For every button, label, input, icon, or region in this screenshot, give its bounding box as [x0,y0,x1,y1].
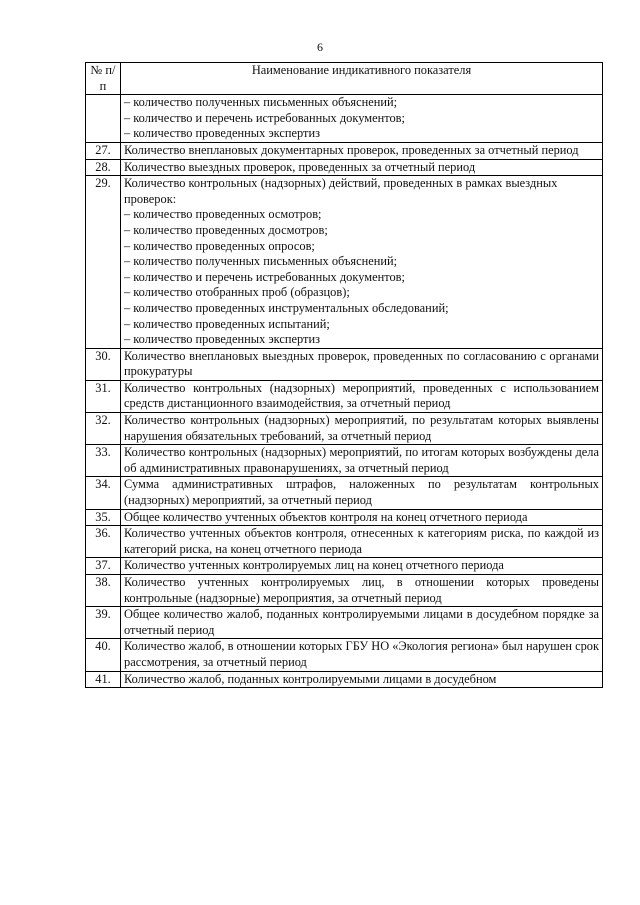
row-number: 36. [86,526,121,558]
row-indicator-text [121,95,603,143]
row-indicator-text [121,159,603,176]
indicator-subitem: – количество проведенных осмотров; [124,207,322,222]
indicator-subitem: – количество отобранных проб (образцов); [124,285,350,300]
indicator-subitem: – количество и перечень истребованных документов; [124,110,405,125]
indicator-description: Количество учтенных объектов контроля, отнесенных к категориям риска, по каждой из категорий риска, на конец отчетного периода [124,526,599,556]
table-body [86,95,603,688]
row-number: 33. [86,445,121,477]
header-number: № п/п [86,63,121,95]
header-indicator-name: Наименование индикативного показателя [121,63,603,95]
indicator-description: Количество учтенных контролируемых лиц на конец отчетного периода [124,558,504,573]
indicator-subitem: – количество и перечень истребованных документов; [124,269,405,284]
indicator-description: Общее количество жалоб, поданных контролируемыми лицами в досудебном порядке за отчетный период [124,607,599,637]
row-indicator-text [121,671,603,688]
indicator-description: Количество контрольных (надзорных) мероприятий, по результатам которых выявлены нарушения обязательных требований, за отчетный период [124,413,599,443]
row-indicator-text [121,477,603,509]
row-number: 39. [86,607,121,639]
indicator-description: Количество внеплановых выездных проверок, проведенных по согласованию с органами прокуратуры [124,348,599,379]
row-number: 37. [86,558,121,575]
row-indicator-text [121,558,603,575]
indicator-description: Количество контрольных (надзорных) мероприятий, по итогам которых возбуждены дела об административных правонарушениях, за отчетный период [124,445,599,475]
indicator-subitem: – количество проведенных экспертиз [124,332,320,347]
table-row [86,380,603,412]
table-row [86,413,603,445]
row-number: 28. [86,159,121,176]
table-row [86,95,603,143]
table-header-row [86,63,603,95]
row-indicator-text [121,445,603,477]
row-number: 31. [86,380,121,412]
row-number: 27. [86,142,121,159]
row-number: 35. [86,509,121,526]
table-row [86,607,603,639]
table-row [86,509,603,526]
indicator-description: Количество контрольных (надзорных) мероприятий, проведенных с использованием средств дистанционного взаимодействия, за отчетный период [124,380,599,411]
indicator-subitem: – количество полученных письменных объяснений; [124,95,398,110]
table-row [86,671,603,688]
row-number: 30. [86,348,121,380]
indicator-subitem: – количество проведенных экспертиз [124,126,320,141]
table-row [86,477,603,509]
table-row [86,445,603,477]
row-indicator-text [121,380,603,412]
table-row [86,142,603,159]
indicator-subitem: – количество проведенных досмотров; [124,222,328,237]
table-row [86,558,603,575]
indicator-subitem: – количество проведенных испытаний; [124,316,330,331]
indicator-description: Количество жалоб, в отношении которых ГБУ НО «Экология региона» был нарушен срок рассмотрения, за отчетный период [124,639,599,669]
row-indicator-text [121,142,603,159]
indicator-description: Количество выездных проверок, проведенных за отчетный период [124,159,476,174]
row-indicator-text [121,509,603,526]
indicators-table [85,62,603,688]
row-number: 40. [86,639,121,671]
indicator-subitem: – количество проведенных инструментальных обследований; [124,300,449,315]
indicator-subitem: – количество проведенных опросов; [124,238,315,253]
row-number: 32. [86,413,121,445]
indicator-description: Количество учтенных контролируемых лиц, в отношении которых проведены контрольные (надзорные) мероприятия, за отчетный период [124,575,599,605]
row-indicator-text [121,176,603,349]
row-indicator-text [121,348,603,380]
row-indicator-text [121,575,603,607]
row-indicator-text [121,526,603,558]
table-row [86,639,603,671]
table-row [86,575,603,607]
row-number: 38. [86,575,121,607]
row-number: 34. [86,477,121,509]
row-number [86,95,121,143]
table-row [86,348,603,380]
row-indicator-text [121,413,603,445]
table-row [86,176,603,349]
row-number: 41. [86,671,121,688]
row-number: 29. [86,176,121,349]
row-indicator-text [121,639,603,671]
table-row [86,159,603,176]
indicator-description: Количество внеплановых документарных проверок, проведенных за отчетный период [124,142,579,157]
table-row [86,526,603,558]
indicator-subitem: – количество полученных письменных объяснений; [124,254,398,269]
indicator-description: Сумма административных штрафов, наложенных по результатам контрольных (надзорных) мероприятий, за отчетный период [124,477,599,508]
row-indicator-text [121,607,603,639]
indicator-description: Общее количество учтенных объектов контроля на конец отчетного периода [124,509,528,524]
page-number: 6 [317,40,323,54]
indicator-description: Количество контрольных (надзорных) действий, проведенных в рамках выездных проверок: [124,176,558,206]
indicator-description: Количество жалоб, поданных контролируемыми лицами в досудебном [124,671,497,686]
